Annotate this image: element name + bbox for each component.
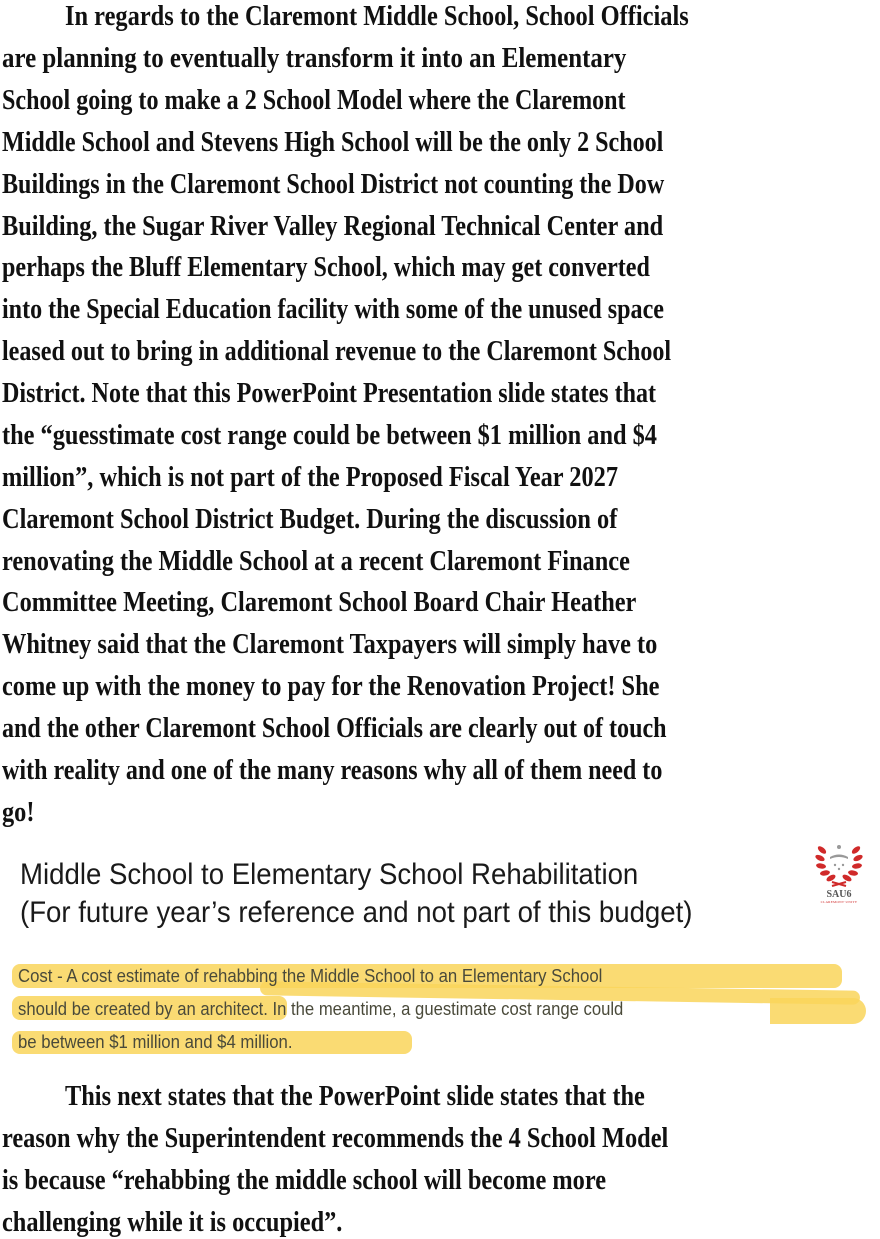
paragraph-line: into the Special Education facility with some of the unused space: [2, 293, 664, 325]
paragraph-line: are planning to eventually transform it into an Elementary: [2, 42, 627, 74]
paragraph-line: challenging while it is occupied”.: [2, 1206, 343, 1238]
paragraph-line: School going to make a 2 School Model where the Claremont: [2, 84, 626, 116]
paragraph-line: and the other Claremont School Officials are clearly out of touch: [2, 712, 667, 744]
paragraph-line: perhaps the Bluff Elementary School, which may get converted: [2, 251, 650, 283]
paragraph-line: Committee Meeting, Claremont School Board Chair Heather: [2, 586, 637, 618]
paragraph-line: Buildings in the Claremont School District not counting the Dow: [2, 168, 665, 200]
paragraph-line: Building, the Sugar River Valley Regional Technical Center and: [2, 210, 664, 242]
paragraph-line: This next states that the PowerPoint slide states that the: [65, 1080, 645, 1112]
highlight-band: [770, 998, 866, 1024]
paragraph-line: reason why the Superintendent recommends the 4 School Model: [2, 1122, 669, 1154]
logo-text: SAU6: [826, 889, 852, 900]
highlighted-line: should be created by an architect. In the meantime, a guestimate cost range could: [18, 999, 624, 1019]
highlighted-line: be between $1 million and $4 million.: [18, 1032, 293, 1052]
paragraph-line: go!: [2, 796, 35, 828]
paragraph-line: the “guesstimate cost range could be between $1 million and $4: [2, 419, 657, 451]
logo-subtext: CLAREMONT·UNITY: [820, 900, 858, 904]
highlighted-line: Cost - A cost estimate of rehabbing the Middle School to an Elementary School: [18, 966, 603, 986]
paragraph-line: is because “rehabbing the middle school will become more: [2, 1164, 607, 1196]
paragraph-line: Claremont School District Budget. During the discussion of: [2, 503, 618, 535]
paragraph-line: In regards to the Claremont Middle School, School Officials: [65, 0, 689, 32]
paragraph-line: leased out to bring in additional revenue to the Claremont School: [2, 335, 672, 367]
paragraph-line: District. Note that this PowerPoint Presentation slide states that: [2, 377, 657, 409]
paragraph-line: Whitney said that the Claremont Taxpayers will simply have to: [2, 628, 658, 660]
paragraph-line: Middle School and Stevens High School will be the only 2 School: [2, 126, 664, 158]
paragraph-line: million”, which is not part of the Proposed Fiscal Year 2027: [2, 461, 618, 493]
paragraph-line: come up with the money to pay for the Renovation Project! She: [2, 670, 660, 702]
slide-title-line: (For future year’s reference and not part of this budget): [20, 896, 693, 929]
slide-title-line: Middle School to Elementary School Rehabilitation: [20, 858, 639, 891]
paragraph-line: renovating the Middle School at a recent Claremont Finance: [2, 545, 630, 577]
paragraph-line: with reality and one of the many reasons why all of them need to: [2, 754, 663, 786]
